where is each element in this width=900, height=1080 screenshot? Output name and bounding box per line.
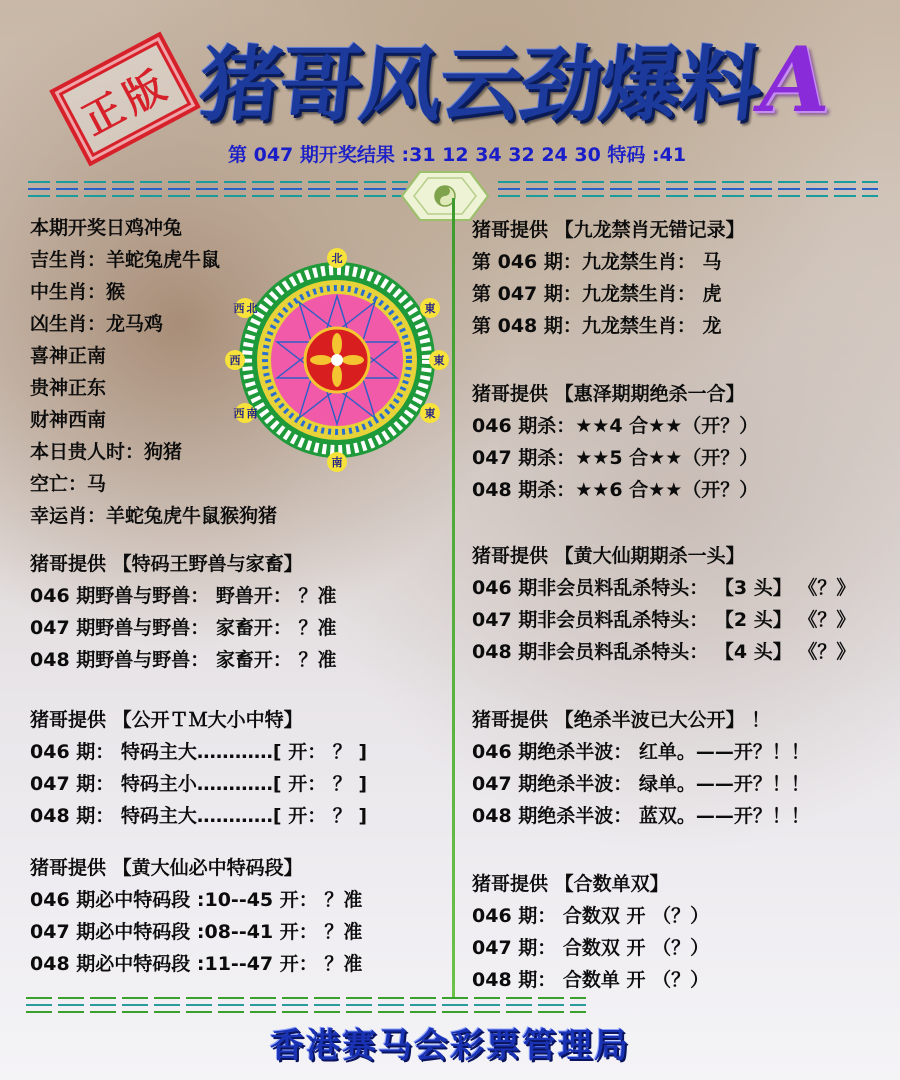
column-divider xyxy=(452,198,455,998)
wheel-direction-label: 北 xyxy=(246,302,258,315)
section-row: 047 期野兽与野兽： 家畜开： ？准 xyxy=(30,617,337,639)
almanac-line: 本期开奖日鸡冲兔 xyxy=(30,217,183,239)
right-section-half-wave xyxy=(472,704,810,832)
section-row: 046 期杀：★★4 合★★（开？） xyxy=(472,415,759,437)
right-section-kill-head xyxy=(472,540,855,668)
wheel-direction-label: 南 xyxy=(331,456,343,469)
logo-letter: A xyxy=(760,27,830,133)
section-heading: 猪哥提供 【黄大仙期期杀一头】 xyxy=(472,545,745,567)
section-heading: 猪哥提供 【惠泽期期绝杀一合】 xyxy=(472,383,745,405)
section-heading: 猪哥提供 【九龙禁肖无错记录】 xyxy=(472,219,745,241)
section-row: 第 047 期：九龙禁生肖： 虎 xyxy=(472,283,722,305)
wheel-direction-label: 南 xyxy=(246,407,258,420)
wheel-direction-label: 東 xyxy=(424,302,436,315)
section-row: 046 期： 合数双 开 （？） xyxy=(472,905,710,927)
section-heading: 猪哥提供 【黄大仙必中特码段】 xyxy=(30,857,303,879)
almanac-line: 幸运肖：羊蛇兔虎牛鼠猴狗猪 xyxy=(30,505,278,527)
wheel-direction-label: 北 xyxy=(331,252,343,265)
zodiac-wheel xyxy=(225,248,450,473)
left-section-big-small xyxy=(30,704,367,832)
left-section-number-range xyxy=(30,852,362,980)
almanac-line: 喜神正南 xyxy=(30,345,107,367)
section-row: 046 期野兽与野兽： 野兽开： ？准 xyxy=(30,585,337,607)
almanac-line: 凶生肖：龙马鸡 xyxy=(30,313,164,335)
section-row: 048 期： 特码主大…………[ 开： ？ ] xyxy=(30,805,368,827)
section-heading: 猪哥提供 【公开ＴＭ大小中特】 xyxy=(30,709,303,731)
almanac-line: 吉生肖：羊蛇兔虎牛鼠 xyxy=(30,249,221,271)
section-row: 046 期必中特码段 :10--45 开： ？准 xyxy=(30,889,363,911)
almanac-line: 空亡：马 xyxy=(30,473,107,495)
section-row: 047 期绝杀半波： 绿单。——开？！！ xyxy=(472,773,810,795)
section-row: 047 期必中特码段 :08--41 开： ？准 xyxy=(30,921,363,943)
almanac-line: 中生肖：猴 xyxy=(30,281,126,303)
right-section-odd-even xyxy=(472,868,709,996)
wheel-direction-label: 西 xyxy=(233,407,245,420)
section-heading: 猪哥提供 【特码王野兽与家畜】 xyxy=(30,553,303,575)
bottom-wave-divider xyxy=(26,994,586,1020)
wheel-direction-label: 西 xyxy=(229,354,241,367)
section-row: 第 048 期：九龙禁生肖： 龙 xyxy=(472,315,722,337)
section-row: 048 期杀：★★6 合★★（开？） xyxy=(472,479,759,501)
left-section-wild-domestic xyxy=(30,548,337,676)
almanac-line: 财神西南 xyxy=(30,409,107,431)
almanac-line: 本日贵人时：狗猪 xyxy=(30,441,183,463)
wheel-direction-label: 東 xyxy=(433,354,445,367)
page-title: 猪哥风云劲爆料 xyxy=(194,37,766,133)
wheel-direction-label: 西 xyxy=(233,302,245,315)
wheel-direction-label: 東 xyxy=(424,407,436,420)
section-row: 046 期非会员料乱杀特头： 【3 头】 《？》 xyxy=(472,577,856,599)
footer-issuer: 香港赛马会彩票管理局 xyxy=(270,1026,630,1066)
section-row: 046 期绝杀半波： 红单。——开？！！ xyxy=(472,741,810,763)
right-section-kill-combo xyxy=(472,378,758,506)
section-row: 047 期： 合数双 开 （？） xyxy=(472,937,710,959)
section-row: 047 期非会员料乱杀特头： 【2 头】 《？》 xyxy=(472,609,856,631)
section-row: 047 期： 特码主小…………[ 开： ？ ] xyxy=(30,773,368,795)
section-heading: 猪哥提供 【合数单双】 xyxy=(472,873,669,895)
section-row: 048 期非会员料乱杀特头： 【4 头】 《？》 xyxy=(472,641,856,663)
genuine-stamp: 正版 xyxy=(49,31,201,166)
section-heading: 猪哥提供 【绝杀半波已大公开】 ！ xyxy=(472,709,771,731)
section-row: 048 期野兽与野兽： 家畜开： ？准 xyxy=(30,649,337,671)
section-row: 048 期绝杀半波： 蓝双。——开？！！ xyxy=(472,805,810,827)
section-row: 047 期杀：★★5 合★★（开？） xyxy=(472,447,759,469)
section-row: 第 046 期：九龙禁生肖： 马 xyxy=(472,251,722,273)
right-section-nine-dragons xyxy=(472,214,745,342)
section-row: 048 期： 合数单 开 （？） xyxy=(472,969,710,991)
almanac-line: 贵神正东 xyxy=(30,377,107,399)
section-row: 046 期： 特码主大…………[ 开： ？ ] xyxy=(30,741,368,763)
draw-result: 第 047 期开奖结果 :31 12 34 32 24 30 特码 :41 xyxy=(228,144,687,166)
section-row: 048 期必中特码段 :11--47 开： ？准 xyxy=(30,953,363,975)
